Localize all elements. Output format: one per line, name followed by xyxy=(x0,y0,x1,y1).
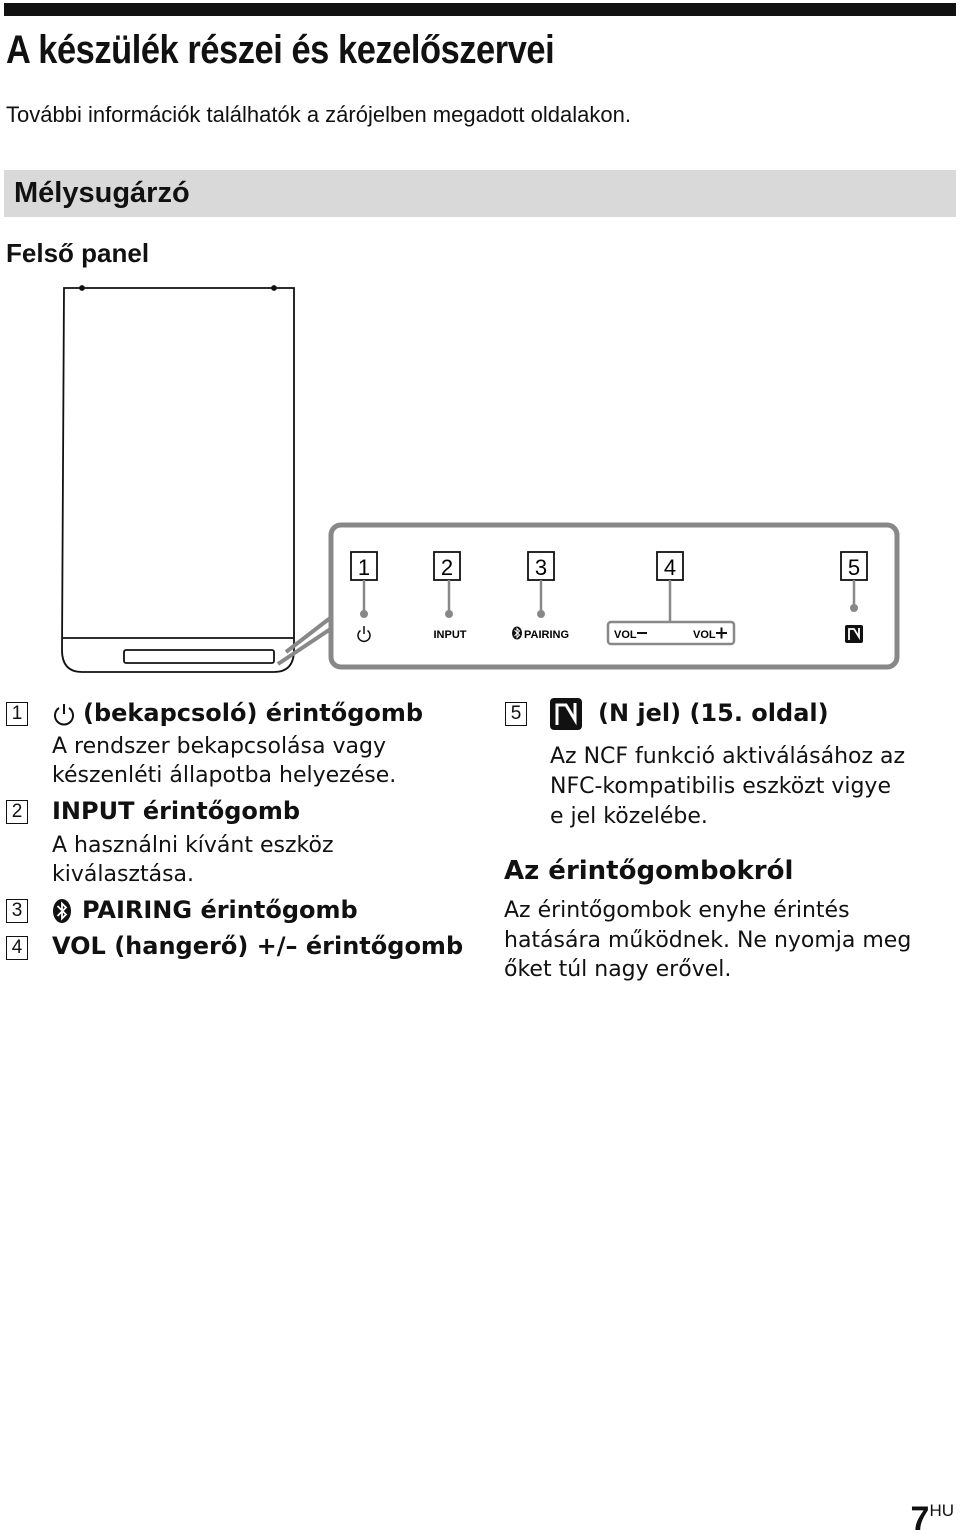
touch-note-heading: Az érintőgombokról xyxy=(504,856,794,886)
touch-note-line-2: hatására működnek. Ne nyomja meg xyxy=(504,928,912,953)
section-title: Mélysugárzó xyxy=(14,177,190,209)
item-desc-5-line-3: e jel közelébe. xyxy=(550,804,708,829)
intro-text: További információk találhatók a zárójelben megadott oldalakon. xyxy=(6,102,631,127)
pairing-label: PAIRING xyxy=(524,629,570,641)
item-number-2: 2 xyxy=(6,800,28,824)
item-number-1: 1 xyxy=(6,702,28,726)
page-number: $7^{HU}$ xyxy=(910,1500,954,1538)
svg-text:3: 3 xyxy=(534,555,548,580)
page-title: A készülék részei és kezelőszervei xyxy=(6,28,555,72)
subwoofer-top-view xyxy=(62,286,294,672)
control-panel-enlarged xyxy=(331,525,897,667)
item-desc-2-line-1: A használni kívánt eszköz xyxy=(52,833,334,858)
touch-note-line-1: Az érintőgombok enyhe érintés xyxy=(504,898,850,923)
item-number-3: 3 xyxy=(6,899,28,923)
item-desc-5-line-1: Az NCF funkció aktiválásához az xyxy=(550,744,906,769)
touch-note-line-3: őket túl nagy erővel. xyxy=(504,957,732,982)
page-language-code: HU xyxy=(929,1501,954,1520)
power-icon xyxy=(52,702,76,726)
item-desc-1-line-2: készenléti állapotba helyezése. xyxy=(52,763,397,788)
item-desc-5-line-2: NFC-kompatibilis eszközt vigye xyxy=(550,774,891,799)
vol-plus-label: VOL xyxy=(693,629,716,641)
item-title-3: PAIRING érintőgomb xyxy=(82,896,358,924)
bluetooth-icon xyxy=(512,627,522,640)
top-panel-diagram xyxy=(0,280,960,680)
item-desc-1-line-1: A rendszer bekapcsolása vagy xyxy=(52,734,386,759)
header-rule xyxy=(4,3,956,16)
input-label: INPUT xyxy=(433,629,467,641)
svg-text:4: 4 xyxy=(663,555,677,580)
item-title-4: VOL (hangerő) +/– érintőgomb xyxy=(52,932,464,960)
item-title-5: (N jel) (15. oldal) xyxy=(598,699,829,727)
svg-text:1: 1 xyxy=(357,555,371,580)
subheading: Felső panel xyxy=(6,238,150,268)
svg-text:2: 2 xyxy=(440,555,454,580)
item-title-2: INPUT érintőgomb xyxy=(52,797,301,825)
item-desc-2-line-2: kiválasztása. xyxy=(52,862,195,887)
bluetooth-icon xyxy=(52,898,72,924)
item-title-1: (bekapcsoló) érintőgomb xyxy=(83,699,424,727)
nfc-n-mark-icon xyxy=(845,625,863,643)
nfc-n-mark-icon xyxy=(550,698,582,730)
vol-minus-label: VOL xyxy=(614,629,637,641)
svg-text:5: 5 xyxy=(847,555,861,580)
item-number-5: 5 xyxy=(505,702,527,726)
item-number-4: 4 xyxy=(6,936,28,960)
